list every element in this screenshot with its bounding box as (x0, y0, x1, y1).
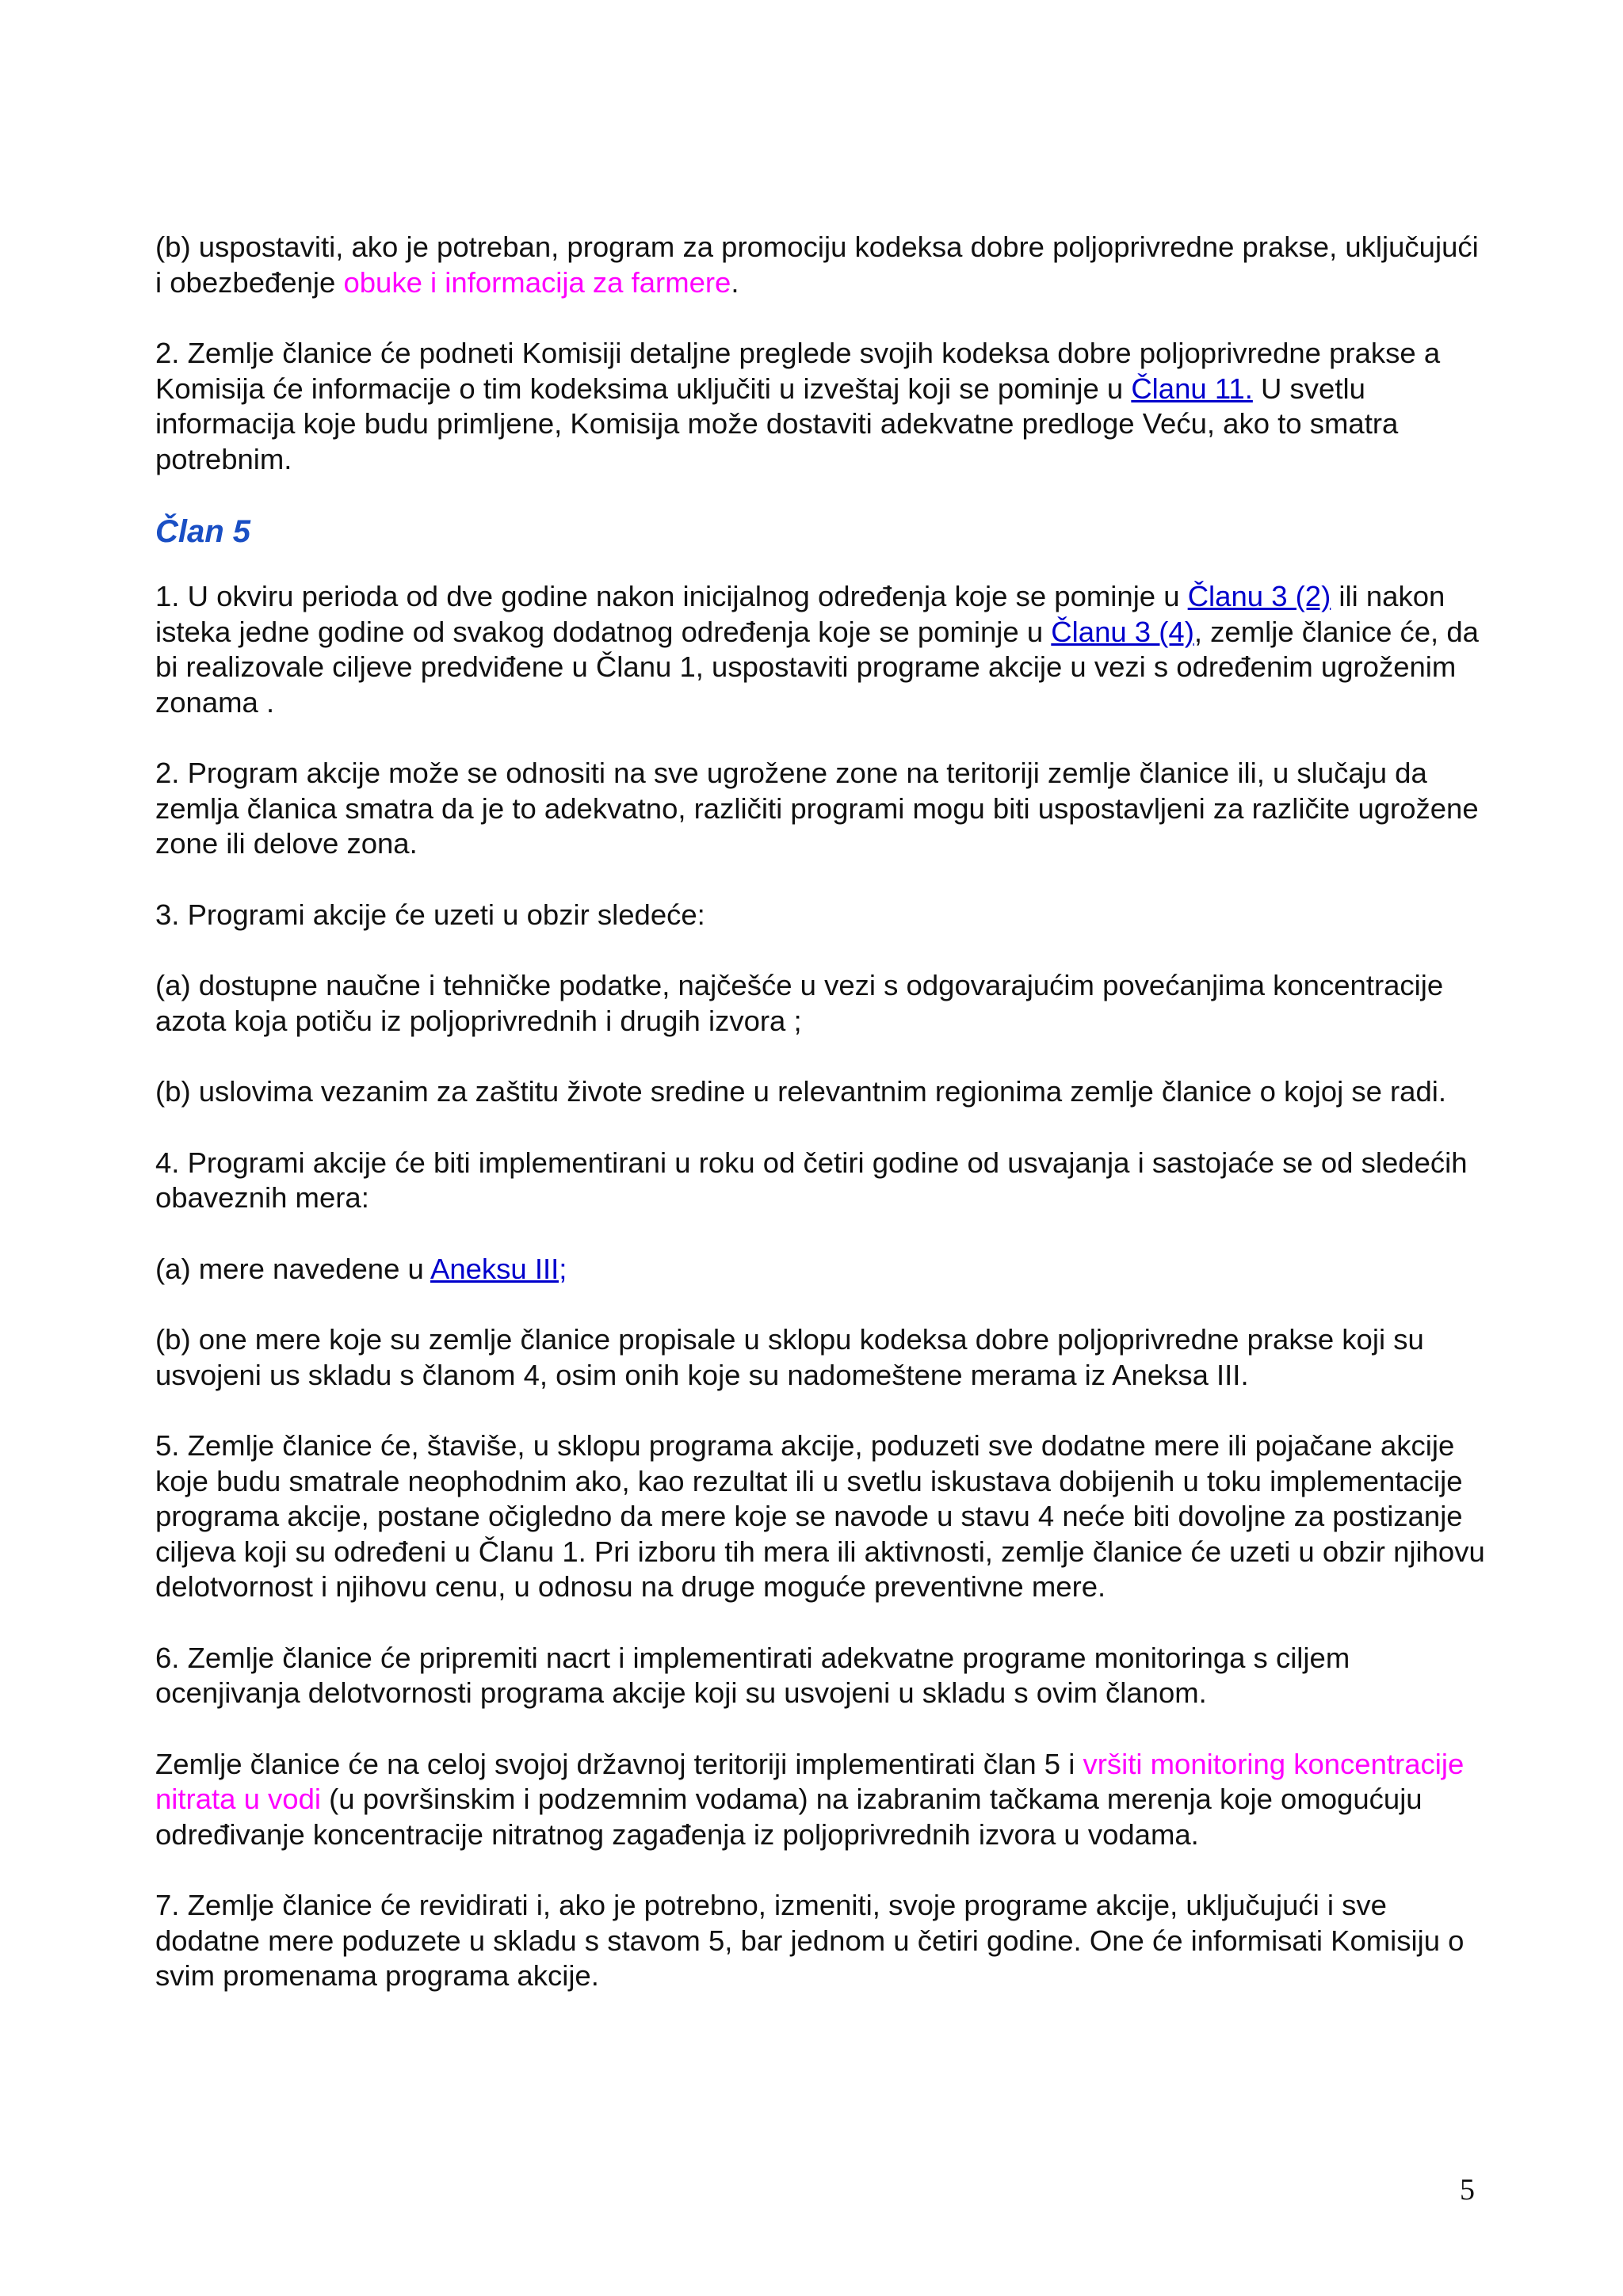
paragraph-7: 7. Zemlje članice će revidirati i, ako je potrebno, izmeniti, svoje programe akcije, uključujući i sve dodatne mere poduzete u skladu s stavom 5, bar jednom u četiri godine. One će informisati Komisiju o svim promenama programa akcije. (155, 1889, 1465, 1992)
text: Zemlje članice će na celoj svojoj državnoj teritoriji implementirati član 5 i (155, 1747, 1083, 1780)
link-clanu-3-2[interactable]: Članu 3 (2) (1187, 580, 1331, 612)
paragraph-b-promotion (155, 230, 1487, 300)
text: 1. U okviru perioda od dve godine nakon inicijalnog određenja koje se pominje u (155, 580, 1188, 612)
paragraph-4a (155, 1252, 1487, 1287)
text: (b) uspostaviti, ako je potreban, program za promociju kodeksa dobre poljoprivredne prakse, uključujući i obezbeđenje (155, 231, 1479, 299)
article-heading: Član 5 (155, 514, 251, 549)
paragraph-5: 5. Zemlje članice će, štaviše, u sklopu programa akcije, poduzeti sve dodatne mere ili pojačane akcije koje budu smatrale neophodnim ako, kao rezultat ili u svetlu iskustava dobijenih u toku implementacije programa akcije, postane očigledno da mere koje se navode u stavu 4 neće biti dovoljne za postizanje ciljeva koji su određeni u Članu 1. Pri izboru tih mera ili aktivnosti, zemlje članice će uzeti u obzir njihovu delotvornost i njihovu cenu, u odnosu na druge moguće preventivne mere. (155, 1429, 1485, 1603)
paragraph-6-monitoring (155, 1747, 1487, 1853)
paragraph-2-codes-review (155, 336, 1487, 477)
link-aneksu-iii[interactable]: Aneksu III; (430, 1252, 567, 1285)
text: , zemlje članice će, da bi realizovale ciljeve predviđene u Članu 1, uspostaviti programe akcije u vezi s određenim ugroženim zonama . (155, 615, 1479, 719)
page-number: 5 (1460, 2173, 1475, 2206)
text: 2. Zemlje članice će podneti Komisiji detaljne preglede svojih kodeksa dobre poljoprivredne prakse a Komisija će informacije o tim kodeksima uključiti u izveštaj koji se pominje u (155, 337, 1441, 405)
link-clanu-11[interactable]: Članu 11. (1131, 372, 1253, 405)
text: U svetlu informacija koje budu primljene, Komisija može dostaviti adekvatne predloge Veću, ako to smatra potrebnim. (155, 372, 1399, 475)
text: . (731, 265, 739, 299)
document-body (155, 230, 1487, 2030)
link-clanu-3-4[interactable]: Članu 3 (4) (1051, 615, 1194, 648)
paragraph-6: 6. Zemlje članice će pripremiti nacrt i implementirati adekvatne programe monitoringa s ciljem ocenjivanja delotvornosti programa akcije koji su usvojeni u skladu s ovim članom. (155, 1641, 1350, 1709)
highlighted-text: vršiti monitoring koncentracije nitrata u vodi (155, 1747, 1465, 1815)
text: ili nakon isteka jedne godine od svakog dodatnog određenja koje se pominje u (155, 580, 1445, 648)
paragraph-2-zones: 2. Program akcije može se odnositi na sve ugrožene zone na teritoriji zemlje članice ili, u slučaju da zemlja članica smatra da je to adekvatno, različiti programi mogu biti uspostavljeni za različite ugrožene zone ili delove zona. (155, 757, 1479, 860)
paragraph-3a: (a) dostupne naučne i tehničke podatke, najčešće u vezi s odgovarajućim povećanjima koncentracije azota koja potiču iz poljoprivrednih i drugih izvora ; (155, 969, 1444, 1037)
highlighted-text: obuke i informacija za farmere (343, 265, 731, 299)
text: (a) mere navedene u (155, 1252, 430, 1285)
paragraph-3b: (b) uslovima vezanim za zaštitu živote sredine u relevantnim regionima zemlje članice o kojoj se radi. (155, 1075, 1447, 1108)
paragraph-3: 3. Programi akcije će uzeti u obzir sledeće: (155, 898, 705, 931)
text: (u površinskim i podzemnim vodama) na izabranim tačkama merenja koje omogućuju određivanje koncentracije nitratnog zagađenja iz poljoprivrednih izvora u vodama. (155, 1783, 1423, 1851)
paragraph-4b: (b) one mere koje su zemlje članice propisale u sklopu kodeksa dobre poljoprivredne prakse koji su usvojeni us skladu s članom 4, osim onih koje su nadomeštene merama iz Aneksa III. (155, 1323, 1424, 1391)
paragraph-4: 4. Programi akcije će biti implementirani u roku od četiri godine od usvajanja i sastojaće se od sledećih obaveznih mera: (155, 1146, 1468, 1214)
paragraph-1-action-programs (155, 579, 1487, 720)
